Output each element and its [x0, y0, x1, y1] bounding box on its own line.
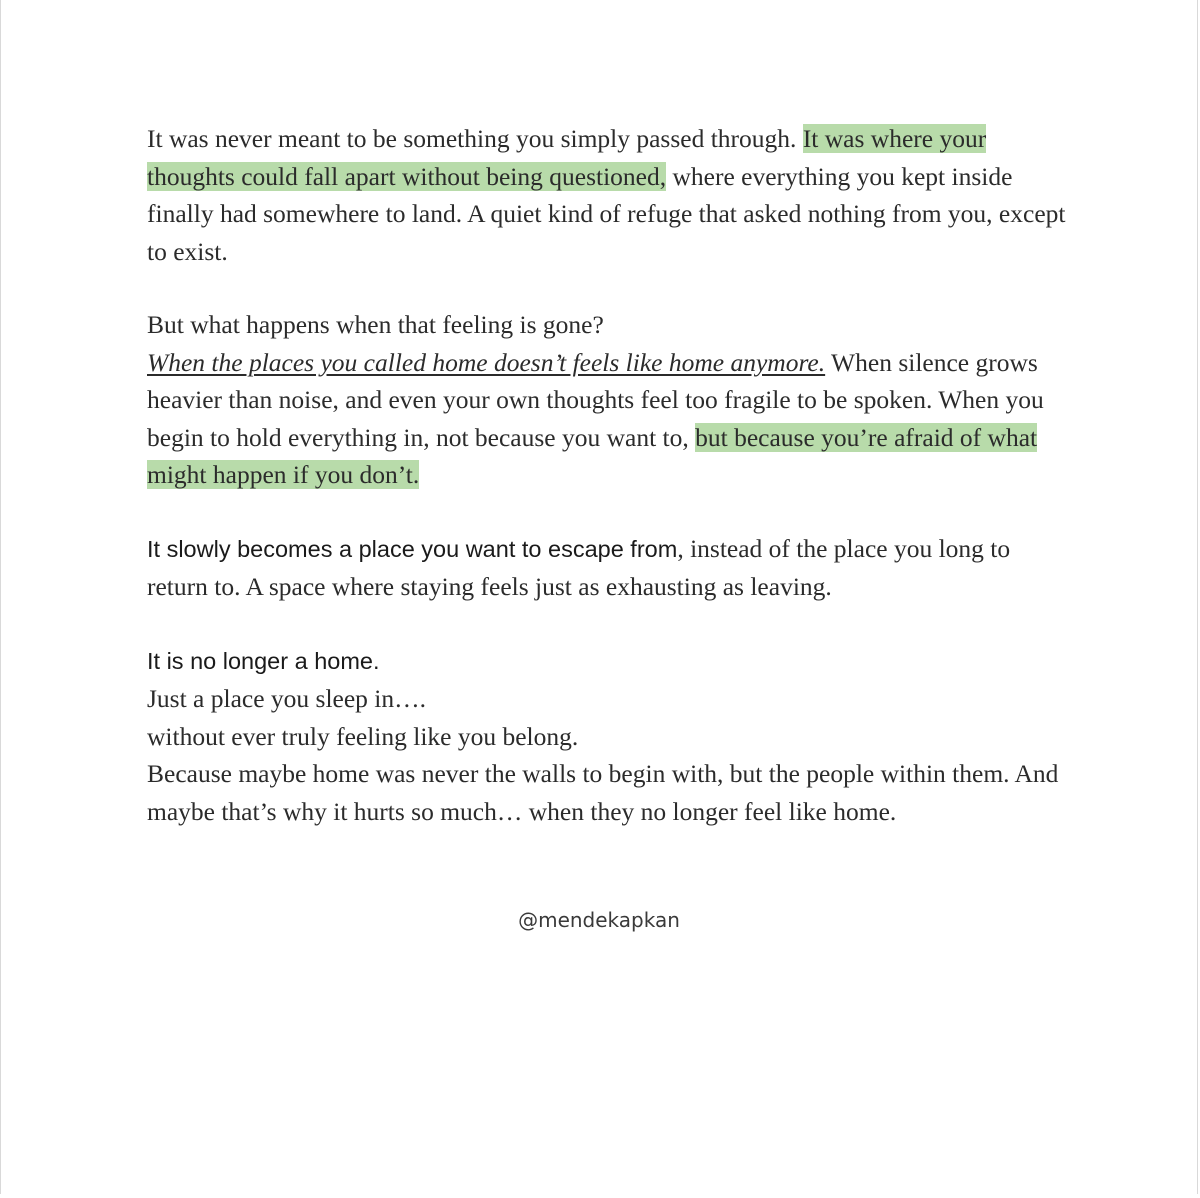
line-belong: without ever truly feeling like you belong.: [147, 721, 579, 751]
closing-text: Because maybe home was never the walls to begin with, but the people within them. And maybe that’s why it hurts so much… when they no longer feel like home.: [147, 759, 1059, 826]
paragraph-1-rest: where everything you kept inside finally had somewhere to land. A quiet kind of refuge that asked nothing from you, except to exist.: [147, 161, 1066, 266]
paragraph-1: [147, 120, 1077, 270]
question-line: But what happens when that feeling is gone?: [147, 310, 604, 339]
paragraph-3-rest: , instead of the place you long to return to. A space where staying feels just as exhausting as leaving.: [147, 533, 1011, 601]
highlighted-sentence-2: but because you’re afraid of what might happen if you don’t.: [147, 422, 1038, 489]
paragraph-4: [147, 642, 1077, 831]
emphasized-line-no-longer-home: It is no longer a home.: [147, 647, 380, 674]
paragraph-2-body: When silence grows heavier than noise, and even your own thoughts feel too fragile to be spoken. When you begin to hold everything in, not because you want to,: [147, 347, 1044, 452]
line-sleep-in: Just a place you sleep in….: [147, 684, 427, 713]
emphasized-phrase-escape: It slowly becomes a place you want to escape from: [147, 535, 678, 562]
underlined-sentence: When the places you called home doesn’t feels like home anymore.: [147, 347, 826, 377]
paragraph-1-intro: It was never meant to be something you simply passed through.: [147, 124, 803, 153]
author-handle: @mendekapkan: [518, 908, 680, 932]
paragraph-3: [147, 530, 1077, 606]
essay-text: [147, 120, 1077, 866]
highlighted-sentence-1: It was where your thoughts could fall apart without being questioned,: [147, 124, 987, 191]
paragraph-2: [147, 306, 1077, 494]
